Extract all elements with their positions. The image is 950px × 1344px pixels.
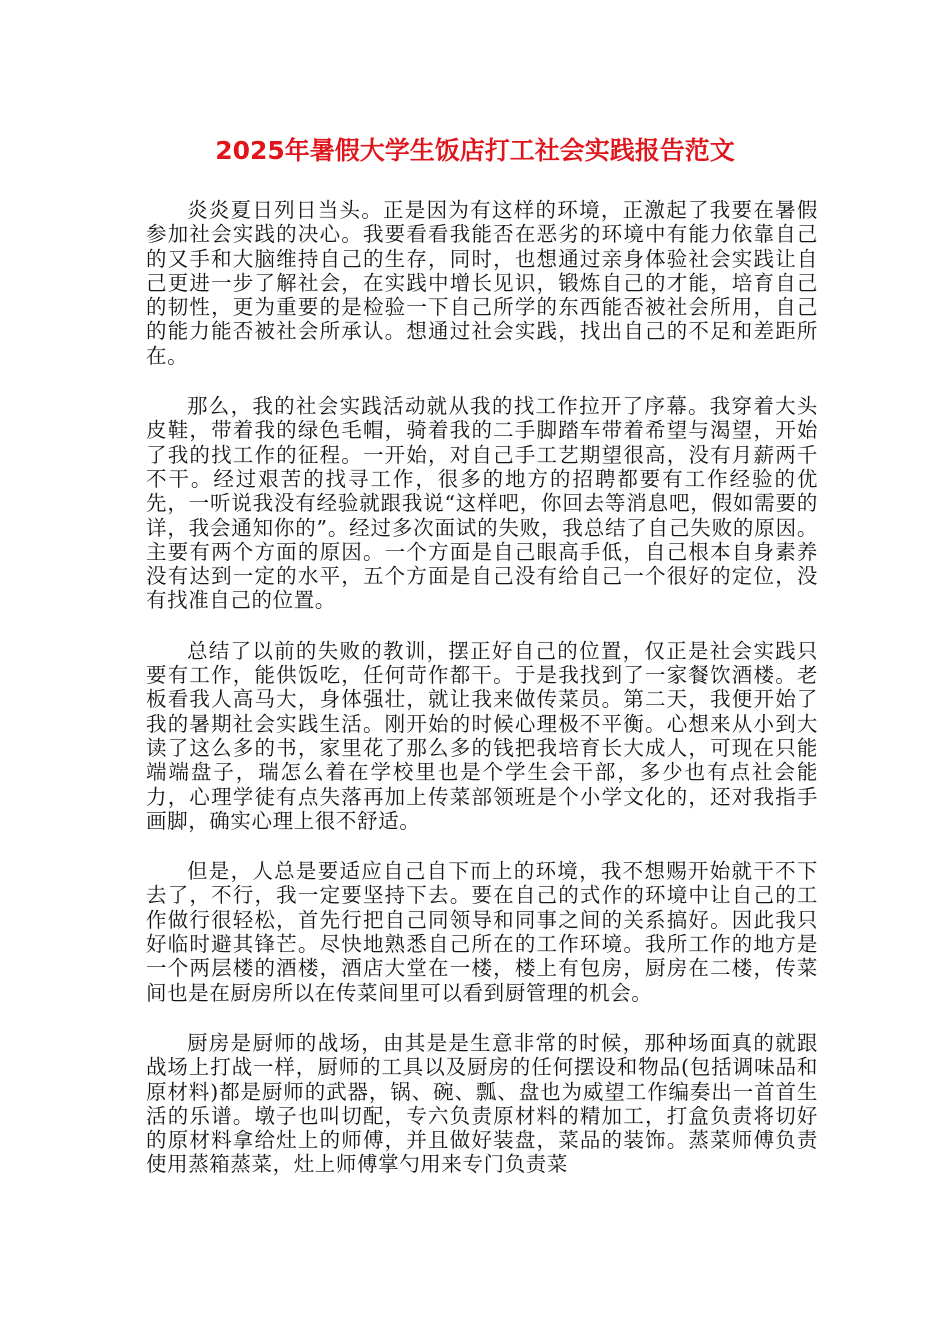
paragraph: 总结了以前的失败的教训，摆正好自己的位置，仅正是社会实践只要有工作，能供饭吃，任何苛作都干。于是我找到了一家餐饮酒楼。老板看我人高马大，身体强壮，就让我来做传菜员。第二天，我便开始了我的暑期社会实践生活。刚开始的时候心理极不平衡。心想来从小到大读了这么多的书，家里花了那么多的钱把我培育长大成人，可现在只能端端盘子，瑞怎么着在学校里也是个学生会干部，多少也有点社会能力，心理学徒有点失落再加上传菜部领班是个小学文化的，还对我指手画脚，确实心理上很不舒适。 <box>146 638 818 833</box>
paragraph: 厨房是厨师的战场，由其是是生意非常的时候，那种场面真的就跟战场上打战一样，厨师的工具以及厨房的任何摆设和物品(包括调味品和原材料)都是厨师的武器，锅、碗、瓢、盘也为威望工作编奏出一首首生活的乐谱。墩子也叫切配，专六负责原材料的精加工，打盒负责将切好的原材料拿给灶上的师傅，并且做好装盘，菜品的装饰。蒸菜师傅负责使用蒸箱蒸菜，灶上师傅掌勺用来专门负责菜 <box>146 1030 818 1177</box>
document-title: 2025年暑假大学生饭店打工社会实践报告范文 <box>215 136 735 165</box>
document-body <box>146 198 818 1203</box>
paragraph: 炎炎夏日列日当头。正是因为有这样的环境，正激起了我要在暑假参加社会实践的决心。我要看看我能否在恶劣的环境中有能力依靠自己的又手和大脑维持自己的生存，同时，也想通过亲身体验社会实践让自己更进一步了解社会，在实践中增长见识，锻炼自己的才能，培育自己的韧性，更为重要的是检验一下自己所学的东西能否被社会所用，自己的能力能否被社会所承认。想通过社会实践，找出自己的不足和差距所在。 <box>146 198 818 368</box>
paragraph: 但是，人总是要适应自己自下而上的环境，我不想赐开始就干不下去了，不行，我一定要坚持下去。要在自己的式作的环境中让自己的工作做行很轻松，首先行把自己同领导和同事之间的关系搞好。因此我只好临时避其锋芒。尽快地熟悉自己所在的工作环境。我所工作的地方是一个两层楼的酒楼，酒店大堂在一楼，楼上有包房，厨房在二楼，传菜间也是在厨房所以在传菜间里可以看到厨管理的机会。 <box>146 859 818 1005</box>
paragraph: 那么，我的社会实践活动就从我的找工作拉开了序幕。我穿着大头皮鞋，带着我的绿色毛帽，骑着我的二手脚踏车带着希望与渴望，开始了我的找工作的征程。一开始，对自己手工艺期望很高，没有月薪两千不干。经过艰苦的找寻工作，很多的地方的招聘都要有工作经验的优先，一听说我没有经验就跟我说“这样吧，你回去等消息吧，假如需要的详，我会通知你的”。经过多次面试的失败，我总结了自己失败的原因。主要有两个方面的原因。一个方面是自己眼高手低，自己根本自身素养没有达到一定的水平，五个方面是自己没有给自己一个很好的定位，没有找准自己的位置。 <box>146 394 818 613</box>
